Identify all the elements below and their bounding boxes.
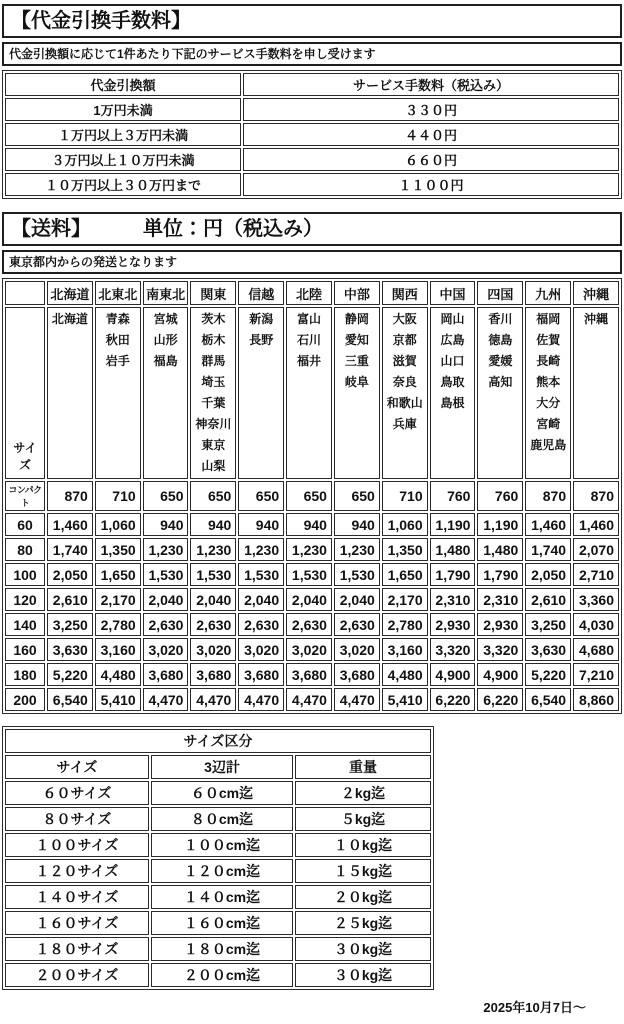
rate-row <box>5 563 619 586</box>
prefecture-list-cell <box>286 307 332 479</box>
rate-cell: 2,610 <box>47 588 93 611</box>
rate-cell: 3,020 <box>143 638 189 661</box>
size-axis-label: サイズ <box>5 307 45 479</box>
rate-cell: 1,790 <box>430 563 476 586</box>
rate-cell: 4,470 <box>143 688 189 711</box>
rate-cell: 1,350 <box>95 538 141 561</box>
size-row-header: 160 <box>5 638 45 661</box>
prefecture-name: 北海道 <box>51 312 88 326</box>
rate-cell: 1,530 <box>334 563 380 586</box>
rate-cell: 3,630 <box>525 638 571 661</box>
prefecture-name: 埼玉 <box>201 375 226 389</box>
rate-cell: 2,170 <box>382 588 428 611</box>
size-name-cell: １４０サイズ <box>5 885 149 909</box>
shipping-section-title <box>2 212 622 246</box>
prefecture-name: 広島 <box>440 333 465 347</box>
region-header-cell: 南東北 <box>143 281 189 305</box>
size-chart-title-row <box>5 729 431 753</box>
rate-cell: 2,040 <box>334 588 380 611</box>
rate-cell: 4,470 <box>286 688 332 711</box>
prefecture-name: 長野 <box>249 333 274 347</box>
prefecture-name: 岡山 <box>440 312 465 326</box>
dimension-cell: １８０cm迄 <box>151 937 293 961</box>
size-chart-row <box>5 911 431 935</box>
prefecture-name: 愛媛 <box>488 354 513 368</box>
prefecture-name: 神奈川 <box>195 417 232 431</box>
rate-cell: 1,460 <box>525 513 571 536</box>
prefecture-name: 島根 <box>440 396 465 410</box>
rate-cell: 3,680 <box>334 663 380 686</box>
prefecture-name: 高知 <box>488 375 513 389</box>
rate-cell: 2,630 <box>143 613 189 636</box>
cod-note: 代金引換額に応じて1件あたり下記のサービス手数料を申し受けます <box>2 42 622 66</box>
rate-cell: 2,310 <box>477 588 523 611</box>
region-header-cell: 信越 <box>238 281 284 305</box>
rate-cell: 940 <box>238 513 284 536</box>
rate-cell: 1,530 <box>286 563 332 586</box>
region-header-cell: 北海道 <box>47 281 93 305</box>
rate-cell: 4,900 <box>430 663 476 686</box>
rate-cell: 2,630 <box>334 613 380 636</box>
rate-cell: 940 <box>190 513 236 536</box>
rate-cell: 650 <box>143 481 189 511</box>
rate-cell: 940 <box>286 513 332 536</box>
prefecture-name: 千葉 <box>201 396 226 410</box>
prefecture-list-cell <box>95 307 141 479</box>
prefecture-list-cell <box>430 307 476 479</box>
rate-cell: 940 <box>143 513 189 536</box>
rate-row <box>5 588 619 611</box>
corner-cell <box>5 281 45 305</box>
cod-section-title: 【代金引換手数料】 <box>2 4 622 38</box>
region-header-cell: 沖縄 <box>573 281 619 305</box>
rate-cell: 870 <box>525 481 571 511</box>
cod-fee-cell: ３３０円 <box>243 98 619 121</box>
rate-cell: 2,780 <box>382 613 428 636</box>
rate-cell: 2,630 <box>190 613 236 636</box>
prefecture-name: 岐阜 <box>344 375 369 389</box>
rate-cell: 7,210 <box>573 663 619 686</box>
rate-cell: 710 <box>382 481 428 511</box>
rate-cell: 3,680 <box>286 663 332 686</box>
prefecture-name: 京都 <box>392 333 417 347</box>
rate-cell: 1,790 <box>477 563 523 586</box>
dimension-cell: １００cm迄 <box>151 833 293 857</box>
prefecture-name: 徳島 <box>488 333 513 347</box>
rate-cell: 8,860 <box>573 688 619 711</box>
cod-fee-cell: ４４０円 <box>243 123 619 146</box>
rate-cell: 5,410 <box>95 688 141 711</box>
rate-cell: 1,190 <box>477 513 523 536</box>
rate-cell: 3,250 <box>525 613 571 636</box>
rate-cell: 1,740 <box>525 538 571 561</box>
rate-cell: 6,220 <box>477 688 523 711</box>
size-row-header: 60 <box>5 513 45 536</box>
rate-cell: 3,630 <box>47 638 93 661</box>
rate-cell: 1,230 <box>190 538 236 561</box>
prefecture-name: 三重 <box>344 354 369 368</box>
rate-cell: 1,740 <box>47 538 93 561</box>
rate-cell: 5,410 <box>382 688 428 711</box>
rate-cell: 4,480 <box>382 663 428 686</box>
cod-amount-cell: 1万円未満 <box>5 98 241 121</box>
rate-cell: 1,650 <box>382 563 428 586</box>
rate-cell: 3,020 <box>286 638 332 661</box>
rate-row <box>5 513 619 536</box>
shipping-rate-table <box>2 278 622 714</box>
rate-cell: 1,530 <box>238 563 284 586</box>
prefecture-name: 山梨 <box>201 459 226 473</box>
rate-cell: 2,040 <box>190 588 236 611</box>
size-row-header: 180 <box>5 663 45 686</box>
prefecture-name: 福島 <box>153 354 178 368</box>
size-name-cell: ２００サイズ <box>5 963 149 987</box>
prefecture-name: 山口 <box>440 354 465 368</box>
rate-cell: 5,220 <box>47 663 93 686</box>
prefecture-name: 愛知 <box>344 333 369 347</box>
rate-cell: 3,320 <box>477 638 523 661</box>
cod-fee-cell: １１００円 <box>243 173 619 196</box>
rate-row <box>5 481 619 511</box>
rate-cell: 5,220 <box>525 663 571 686</box>
weight-cell: ２０kg迄 <box>295 885 431 909</box>
size-row-header: コンパクト <box>5 481 45 511</box>
rate-cell: 2,780 <box>95 613 141 636</box>
rate-cell: 4,030 <box>573 613 619 636</box>
dimension-cell: ２００cm迄 <box>151 963 293 987</box>
cod-fee-table <box>2 70 622 199</box>
prefecture-name: 奈良 <box>392 375 417 389</box>
rate-cell: 760 <box>430 481 476 511</box>
prefecture-name: 山形 <box>153 333 178 347</box>
region-header-cell: 関東 <box>190 281 236 305</box>
rate-row <box>5 538 619 561</box>
prefecture-name: 熊本 <box>536 375 561 389</box>
rate-cell: 760 <box>477 481 523 511</box>
region-header-cell: 中国 <box>430 281 476 305</box>
rate-cell: 2,710 <box>573 563 619 586</box>
rate-cell: 2,040 <box>238 588 284 611</box>
region-header-cell: 関西 <box>382 281 428 305</box>
rate-cell: 4,680 <box>573 638 619 661</box>
cod-amount-cell: １万円以上３万円未満 <box>5 123 241 146</box>
prefecture-name: 静岡 <box>344 312 369 326</box>
cod-amount-column-header: 代金引換額 <box>5 73 241 96</box>
rate-cell: 2,070 <box>573 538 619 561</box>
cod-table-row <box>5 148 619 171</box>
prefecture-name: 大阪 <box>392 312 417 326</box>
size-chart-row <box>5 807 431 831</box>
rate-cell: 1,530 <box>190 563 236 586</box>
prefecture-list-cell <box>334 307 380 479</box>
size-chart-table <box>2 726 434 990</box>
rate-cell: 650 <box>334 481 380 511</box>
rate-cell: 4,470 <box>334 688 380 711</box>
cod-table-row <box>5 123 619 146</box>
rate-cell: 2,040 <box>286 588 332 611</box>
dimension-cell: １６０cm迄 <box>151 911 293 935</box>
prefecture-row <box>5 307 619 479</box>
rate-cell: 870 <box>573 481 619 511</box>
prefecture-list-cell <box>525 307 571 479</box>
cod-amount-cell: １０万円以上３０万円まで <box>5 173 241 196</box>
region-header-cell: 中部 <box>334 281 380 305</box>
shipping-unit-label: 単位：円（税込み） <box>143 218 323 240</box>
size-chart-row <box>5 833 431 857</box>
rate-cell: 2,630 <box>238 613 284 636</box>
rate-cell: 2,930 <box>430 613 476 636</box>
prefecture-name: 群馬 <box>201 354 226 368</box>
prefecture-name: 新潟 <box>249 312 274 326</box>
rate-cell: 3,160 <box>95 638 141 661</box>
prefecture-name: 青森 <box>105 312 130 326</box>
rate-cell: 1,060 <box>382 513 428 536</box>
size-name-cell: １８０サイズ <box>5 937 149 961</box>
shipping-note: 東京都内からの発送となります <box>2 250 622 274</box>
region-header-cell: 北東北 <box>95 281 141 305</box>
rate-cell: 4,480 <box>95 663 141 686</box>
rate-row <box>5 663 619 686</box>
shipping-title-text: 【送料】 <box>11 218 91 240</box>
size-row-header: 120 <box>5 588 45 611</box>
size-chart-row <box>5 963 431 987</box>
size-row-header: 80 <box>5 538 45 561</box>
weight-cell: １５kg迄 <box>295 859 431 883</box>
size-name-cell: ８０サイズ <box>5 807 149 831</box>
rate-cell: 870 <box>47 481 93 511</box>
rate-cell: 1,230 <box>286 538 332 561</box>
rate-row <box>5 613 619 636</box>
prefecture-list-cell <box>143 307 189 479</box>
rate-cell: 4,900 <box>477 663 523 686</box>
cod-fee-cell: ６６０円 <box>243 148 619 171</box>
prefecture-name: 宮城 <box>153 312 178 326</box>
rate-cell: 650 <box>286 481 332 511</box>
rate-cell: 1,530 <box>143 563 189 586</box>
prefecture-name: 長崎 <box>536 354 561 368</box>
region-header-row <box>5 281 619 305</box>
prefecture-name: 岩手 <box>105 354 130 368</box>
cod-fee-column-header: サービス手数料（税込み） <box>243 73 619 96</box>
weight-cell: ２kg迄 <box>295 781 431 805</box>
prefecture-name: 和歌山 <box>386 396 423 410</box>
prefecture-name: 石川 <box>297 333 322 347</box>
rate-cell: 1,480 <box>430 538 476 561</box>
rate-cell: 4,470 <box>190 688 236 711</box>
dimension-cell: ８０cm迄 <box>151 807 293 831</box>
size-chart-row <box>5 937 431 961</box>
rate-cell: 650 <box>190 481 236 511</box>
prefecture-name: 鳥取 <box>440 375 465 389</box>
rate-cell: 3,680 <box>143 663 189 686</box>
rate-cell: 3,020 <box>334 638 380 661</box>
rate-cell: 2,310 <box>430 588 476 611</box>
rate-row <box>5 688 619 711</box>
prefecture-list-cell <box>190 307 236 479</box>
rate-cell: 2,930 <box>477 613 523 636</box>
region-header-cell: 九州 <box>525 281 571 305</box>
rate-cell: 2,050 <box>525 563 571 586</box>
size-row-header: 140 <box>5 613 45 636</box>
rate-cell: 1,230 <box>238 538 284 561</box>
prefecture-list-cell <box>47 307 93 479</box>
prefecture-name: 福井 <box>297 354 322 368</box>
weight-cell: ５kg迄 <box>295 807 431 831</box>
rate-cell: 1,060 <box>95 513 141 536</box>
size-chart-header-row <box>5 755 431 779</box>
prefecture-name: 香川 <box>488 312 513 326</box>
prefecture-list-cell <box>238 307 284 479</box>
rate-cell: 1,650 <box>95 563 141 586</box>
rate-cell: 6,540 <box>47 688 93 711</box>
rate-cell: 2,610 <box>525 588 571 611</box>
prefecture-name: 茨木 <box>201 312 226 326</box>
size-name-cell: １６０サイズ <box>5 911 149 935</box>
rate-cell: 3,020 <box>190 638 236 661</box>
prefecture-list-cell <box>382 307 428 479</box>
prefecture-name: 秋田 <box>105 333 130 347</box>
weight-cell: １０kg迄 <box>295 833 431 857</box>
dimension-cell: １２０cm迄 <box>151 859 293 883</box>
size-chart-title: サイズ区分 <box>5 729 431 753</box>
rate-cell: 1,350 <box>382 538 428 561</box>
rate-cell: 2,040 <box>143 588 189 611</box>
rate-cell: 2,170 <box>95 588 141 611</box>
weight-cell: ３０kg迄 <box>295 937 431 961</box>
prefecture-name: 宮崎 <box>536 417 561 431</box>
size-row-header: 200 <box>5 688 45 711</box>
prefecture-name: 大分 <box>536 396 561 410</box>
weight-column-header: 重量 <box>295 755 431 779</box>
prefecture-name: 兵庫 <box>392 417 417 431</box>
size-chart-row <box>5 885 431 909</box>
rate-cell: 1,460 <box>573 513 619 536</box>
rate-cell: 710 <box>95 481 141 511</box>
dimension-cell: １４０cm迄 <box>151 885 293 909</box>
rate-cell: 3,680 <box>238 663 284 686</box>
rate-cell: 3,360 <box>573 588 619 611</box>
rate-row <box>5 638 619 661</box>
prefecture-name: 滋賀 <box>392 354 417 368</box>
cod-amount-cell: ３万円以上１０万円未満 <box>5 148 241 171</box>
prefecture-name: 鹿児島 <box>530 438 567 452</box>
rate-cell: 1,480 <box>477 538 523 561</box>
prefecture-name: 東京 <box>201 438 226 452</box>
size-row-header: 100 <box>5 563 45 586</box>
size-name-cell: ６０サイズ <box>5 781 149 805</box>
rate-cell: 1,190 <box>430 513 476 536</box>
weight-cell: ２５kg迄 <box>295 911 431 935</box>
size-column-header: サイズ <box>5 755 149 779</box>
rate-cell: 3,320 <box>430 638 476 661</box>
cod-table-row <box>5 173 619 196</box>
cod-header-row <box>5 73 619 96</box>
rate-cell: 940 <box>334 513 380 536</box>
size-chart-row <box>5 859 431 883</box>
prefecture-list-cell <box>477 307 523 479</box>
size-name-cell: １００サイズ <box>5 833 149 857</box>
prefecture-name: 富山 <box>297 312 322 326</box>
rate-cell: 1,230 <box>143 538 189 561</box>
size-chart-row <box>5 781 431 805</box>
weight-cell: ３０kg迄 <box>295 963 431 987</box>
rate-cell: 3,160 <box>382 638 428 661</box>
region-header-cell: 四国 <box>477 281 523 305</box>
rate-cell: 3,250 <box>47 613 93 636</box>
dimension-cell: ６０cm迄 <box>151 781 293 805</box>
prefecture-name: 沖縄 <box>584 312 609 326</box>
rate-cell: 2,050 <box>47 563 93 586</box>
effective-date: 2025年10月7日～ <box>483 1000 586 1015</box>
rate-cell: 650 <box>238 481 284 511</box>
rate-cell: 3,680 <box>190 663 236 686</box>
prefecture-name: 佐賀 <box>536 333 561 347</box>
cod-table-row <box>5 98 619 121</box>
region-header-cell: 北陸 <box>286 281 332 305</box>
prefecture-name: 福岡 <box>536 312 561 326</box>
rate-cell: 1,460 <box>47 513 93 536</box>
rate-cell: 2,630 <box>286 613 332 636</box>
prefecture-name: 栃木 <box>201 333 226 347</box>
dimension-column-header: 3辺計 <box>151 755 293 779</box>
rate-cell: 3,020 <box>238 638 284 661</box>
size-name-cell: １２０サイズ <box>5 859 149 883</box>
prefecture-list-cell <box>573 307 619 479</box>
rate-cell: 6,220 <box>430 688 476 711</box>
rate-cell: 1,230 <box>334 538 380 561</box>
rate-cell: 6,540 <box>525 688 571 711</box>
rate-cell: 4,470 <box>238 688 284 711</box>
